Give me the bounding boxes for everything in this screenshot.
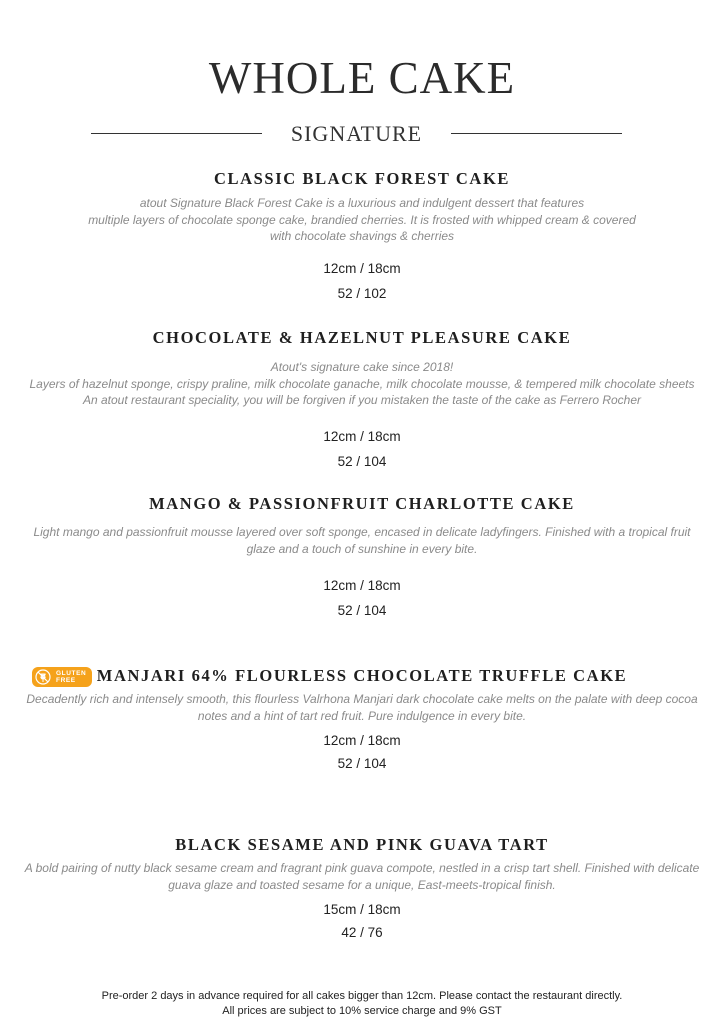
item-name: MANGO & PASSIONFRUIT CHARLOTTE CAKE xyxy=(149,494,575,513)
description-line: Light mango and passionfruit mousse layered over soft sponge, encased in delicate ladyfingers. Finished with a tropical fruit xyxy=(33,525,691,539)
description-line: with chocolate shavings & cherries xyxy=(269,229,455,244)
item-name: CLASSIC BLACK FOREST CAKE xyxy=(214,169,510,188)
item-price: 52 / 104 xyxy=(337,603,387,618)
item-description xyxy=(0,691,724,724)
page-title: WHOLE CAKE xyxy=(208,53,516,103)
item-description xyxy=(0,195,724,245)
menu-item xyxy=(0,666,724,724)
item-price: 52 / 102 xyxy=(337,286,387,301)
description-line: Layers of hazelnut sponge, crispy praline, milk chocolate ganache, milk chocolate mousse, & tempered milk chocolate sheets xyxy=(29,376,695,391)
description-line: An atout restaurant speciality, you will be forgiven if you mistaken the taste of the cake as Ferrero Rocher xyxy=(82,393,642,408)
gluten-free-badge xyxy=(32,667,92,687)
wheat-icon xyxy=(35,669,51,685)
item-description xyxy=(0,860,724,893)
item-size: 12cm / 18cm xyxy=(323,429,401,444)
menu-item xyxy=(0,835,724,893)
item-price: 42 / 76 xyxy=(341,925,383,940)
description-line: multiple layers of chocolate sponge cake, brandied cherries. It is frosted with whipped cream & covered xyxy=(88,212,636,227)
badge-line: GLUTEN xyxy=(56,670,87,677)
item-size: 12cm / 18cm xyxy=(323,578,401,593)
description-line: guava glaze and toasted sesame for a unique, East-meets-tropical finish. xyxy=(168,877,556,892)
badge-text xyxy=(56,670,86,684)
description-line: Atout's signature cake since 2018! xyxy=(270,360,454,374)
footer-note xyxy=(0,989,724,1019)
item-price: 52 / 104 xyxy=(337,756,387,771)
description-line: atout Signature Black Forest Cake is a luxurious and indulgent dessert that features xyxy=(139,196,585,210)
divider-left xyxy=(91,133,262,134)
divider-right xyxy=(451,133,622,134)
item-size: 12cm / 18cm xyxy=(323,733,401,748)
footer-line: Pre-order 2 days in advance required for all cakes bigger than 12cm. Please contact the restaurant directly. xyxy=(101,990,623,1002)
description-line: notes and a hint of tart red fruit. Pure indulgence in every bite. xyxy=(197,708,527,723)
menu-item xyxy=(0,494,724,557)
item-name: MANJARI 64% FLOURLESS CHOCOLATE TRUFFLE CAKE xyxy=(96,666,628,685)
description-line: A bold pairing of nutty black sesame cream and fragrant pink guava compote, nestled in a crisp tart shell. Finished with delicate xyxy=(24,861,700,875)
item-description xyxy=(0,524,724,557)
footer-line: All prices are subject to 10% service charge and 9% GST xyxy=(222,1005,502,1017)
item-name: CHOCOLATE & HAZELNUT PLEASURE CAKE xyxy=(152,328,572,347)
item-description xyxy=(0,359,724,409)
section-header xyxy=(0,119,724,149)
item-size: 12cm / 18cm xyxy=(323,261,401,276)
menu-item xyxy=(0,169,724,245)
item-size: 15cm / 18cm xyxy=(323,902,401,917)
description-line: glaze and a touch of sunshine in every bite. xyxy=(246,541,478,556)
item-price: 52 / 104 xyxy=(337,454,387,469)
description-line: Decadently rich and intensely smooth, this flourless Valrhona Manjari dark chocolate cake melts on the palate with deep cocoa xyxy=(26,692,698,706)
badge-line: FREE xyxy=(56,677,76,684)
item-name: BLACK SESAME AND PINK GUAVA TART xyxy=(175,835,549,854)
menu-item xyxy=(0,328,724,409)
section-title: SIGNATURE xyxy=(290,121,423,146)
